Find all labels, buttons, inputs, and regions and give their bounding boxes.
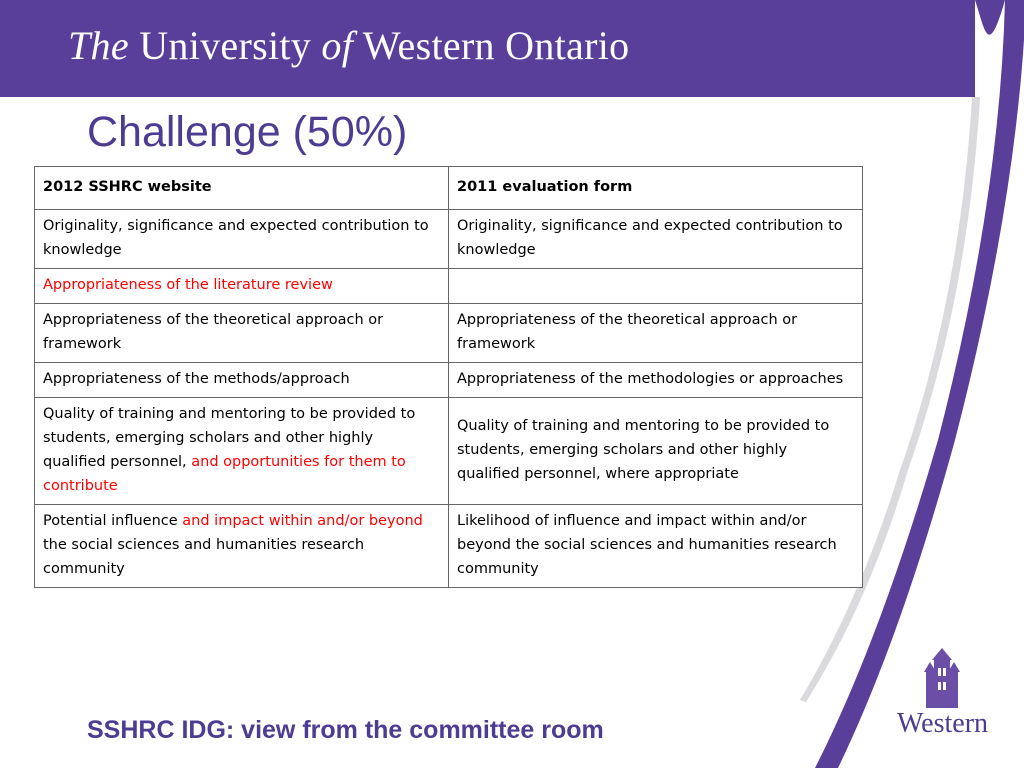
cell-2011-evaluation-form: [449, 505, 863, 588]
cell-text: Likelihood of influence and impact within and/or beyond the social sciences and humanities research community: [457, 513, 837, 577]
cell-text: Appropriateness of the theoretical approach or framework: [457, 312, 798, 352]
cell-2012-website: [35, 363, 449, 398]
cell-text: Originality, significance and expected contribution to knowledge: [457, 218, 843, 258]
header-edge-curve: [975, 0, 1005, 35]
table-row: [35, 304, 863, 363]
footer-text: SSHRC IDG: view from the committee room: [87, 716, 604, 744]
table-row: [35, 398, 863, 505]
cell-2012-website: [35, 505, 449, 588]
column-header: 2011 evaluation form: [449, 167, 863, 210]
cell-2011-evaluation-form: [449, 363, 863, 398]
cell-text: Quality of training and mentoring to be provided to students, emerging scholars and other highly qualified personnel,: [43, 406, 416, 470]
table-row: [35, 363, 863, 398]
table-row: [35, 505, 863, 588]
column-header: 2012 SSHRC website: [35, 167, 449, 210]
logo-wordmark: Western: [897, 708, 989, 739]
cell-text: Originality, significance and expected contribution to knowledge: [43, 218, 429, 258]
cell-2012-website: [35, 304, 449, 363]
highlighted-text: and impact within and/or beyond: [182, 513, 423, 529]
cell-2012-website: [35, 269, 449, 304]
cell-2011-evaluation-form: [449, 269, 863, 304]
cell-text: Appropriateness of the theoretical approach or framework: [43, 312, 384, 352]
title-suffix: Western Ontario: [362, 23, 630, 68]
comparison-table: [34, 166, 863, 588]
cell-2011-evaluation-form: [449, 398, 863, 505]
highlighted-text: Appropriateness of the literature review: [43, 277, 333, 293]
table-header-row: [35, 167, 863, 210]
table-row: [35, 269, 863, 304]
cell-text: Appropriateness of the methods/approach: [43, 371, 350, 387]
cell-2012-website: [35, 398, 449, 505]
title-prefix: The: [68, 23, 129, 68]
cell-2012-website: [35, 210, 449, 269]
highlighted-text: and opportunities for them to contribute: [43, 454, 406, 494]
slide-title: Challenge (50%): [87, 108, 408, 156]
cell-text: Potential influence: [43, 513, 183, 529]
cell-text: Appropriateness of the methodologies or approaches: [457, 371, 844, 387]
university-name: [68, 22, 629, 69]
cell-text: Quality of training and mentoring to be provided to students, emerging scholars and other highly qualified personnel, where appropriate: [457, 418, 830, 482]
cell-text: the social sciences and humanities research community: [43, 537, 365, 577]
title-of: of: [321, 23, 354, 68]
cell-2011-evaluation-form: [449, 210, 863, 269]
cell-2011-evaluation-form: [449, 304, 863, 363]
title-middle: University: [139, 23, 312, 68]
table-row: [35, 210, 863, 269]
